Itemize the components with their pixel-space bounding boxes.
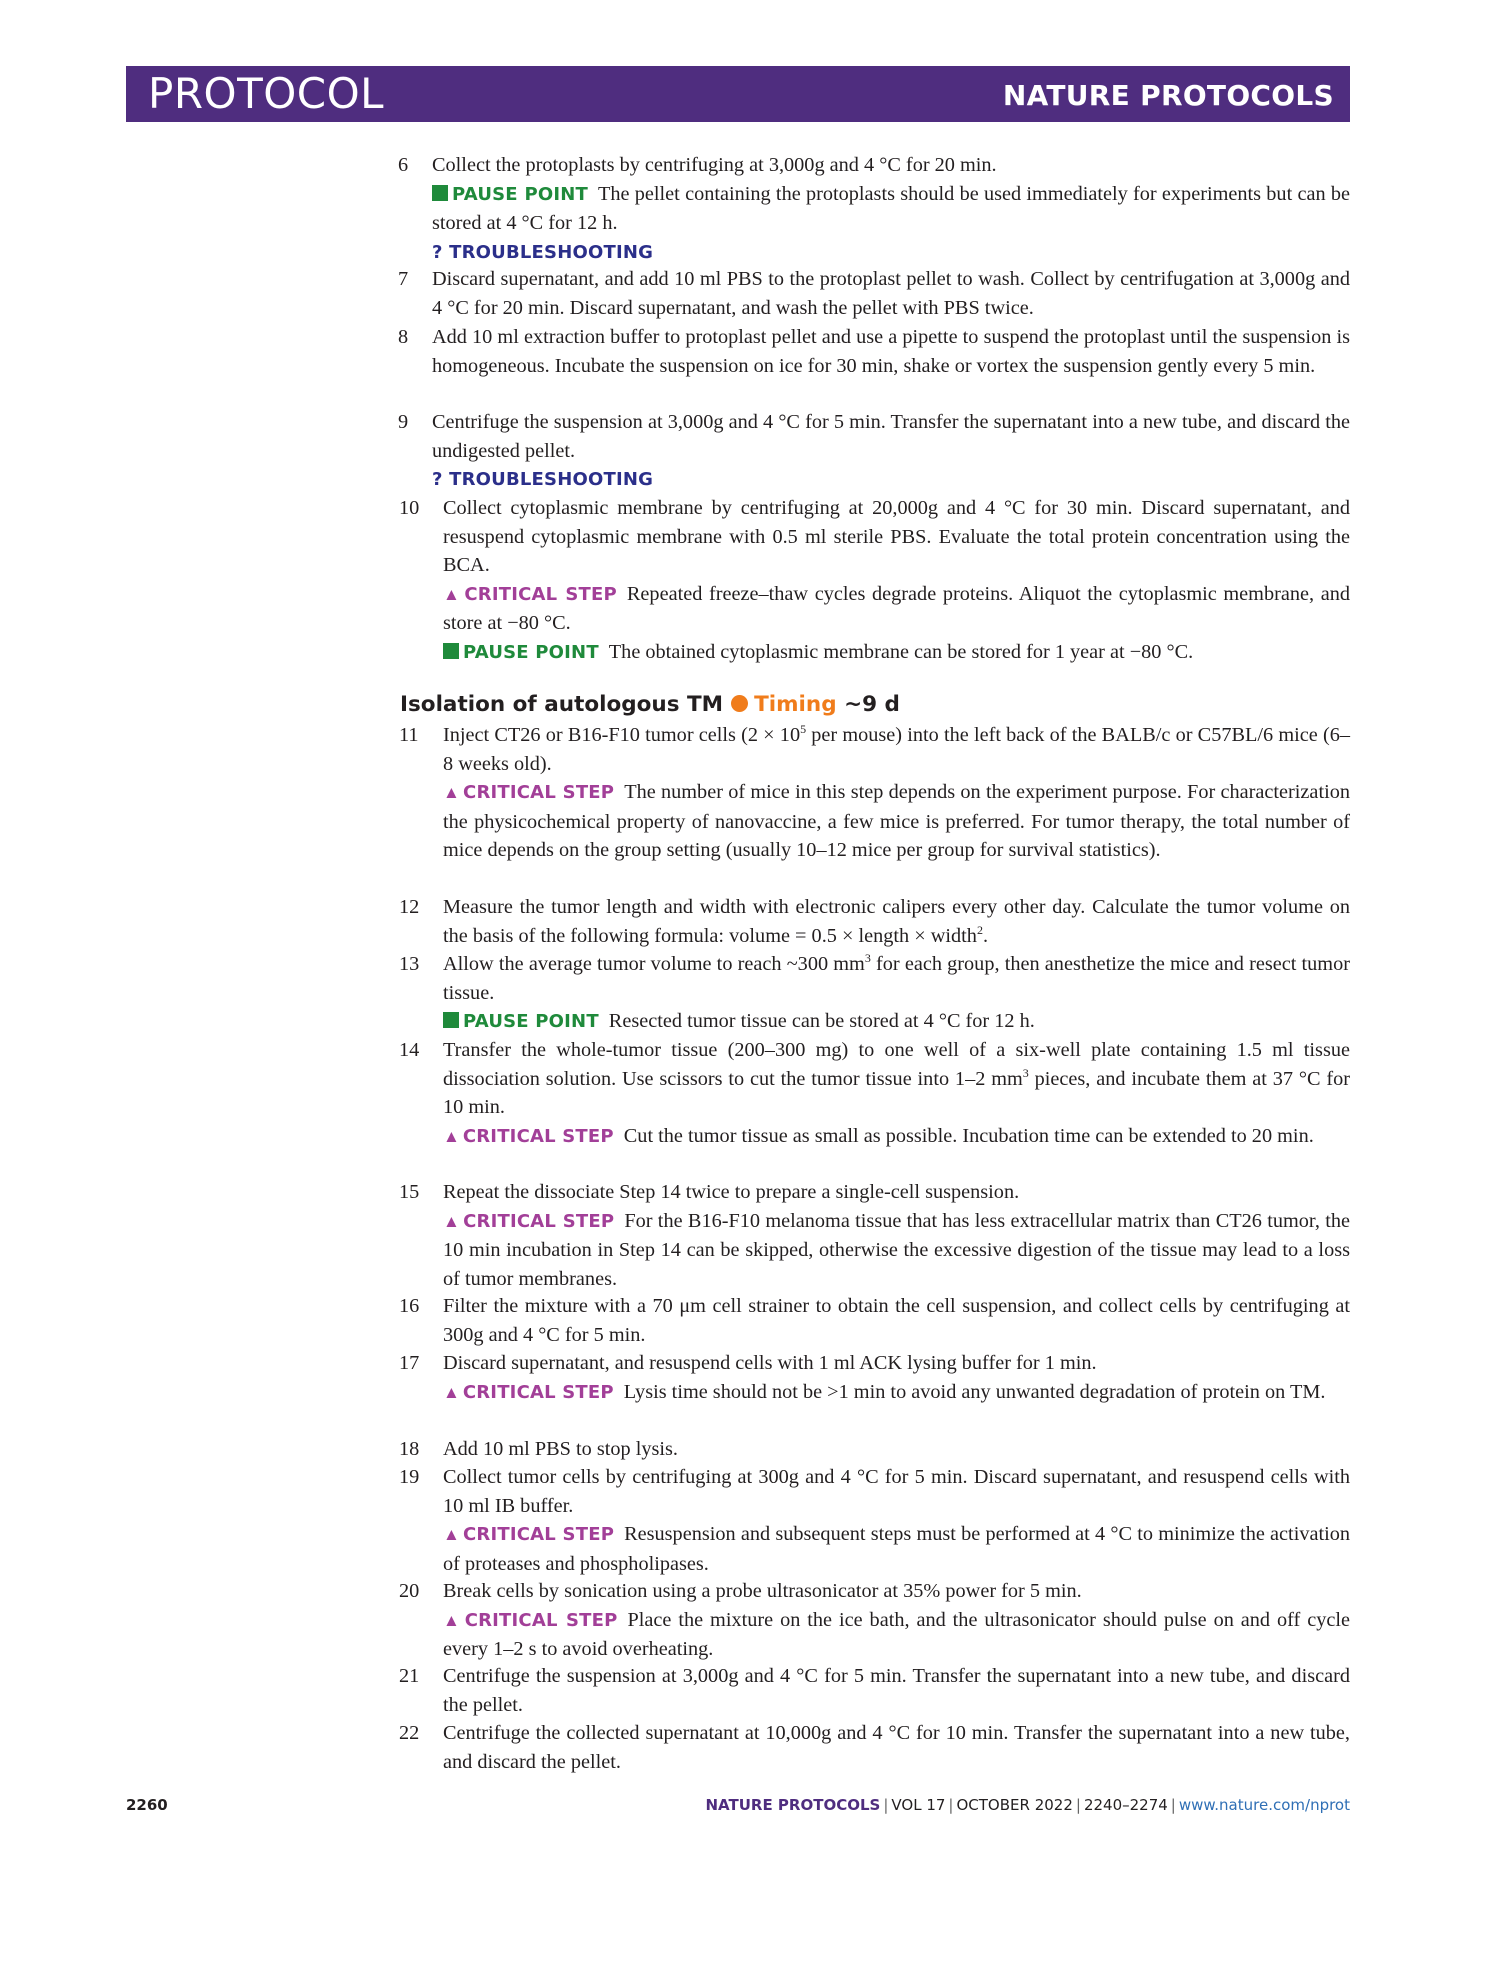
troubleshooting-label[interactable]: ? TROUBLESHOOTING <box>432 469 654 491</box>
step-6 <box>398 151 1350 267</box>
timing-value: ~9 d <box>844 692 900 717</box>
step-10 <box>399 494 1350 668</box>
step-text: Repeat the dissociate Step 14 twice to prepare a single-cell suspension. <box>443 1181 1020 1203</box>
step-16 <box>399 1292 1350 1349</box>
warning-triangle-icon: ▲ <box>443 1211 461 1231</box>
step-number: 22 <box>399 1722 420 1744</box>
step-14 <box>399 1036 1351 1151</box>
step-text: Discard supernatant, and resuspend cells with 1 ml ACK lysing buffer for 1 min. <box>443 1352 1097 1374</box>
note-text: The pellet containing the protoplasts should be used immediately for experiments but can be stored at 4 °C for 12 h. <box>432 182 1350 235</box>
step-number: 14 <box>399 1039 420 1061</box>
step-9 <box>398 408 1350 495</box>
note-text: Lysis time should not be >1 min to avoid any unwanted degradation of protein on TM. <box>623 1380 1326 1403</box>
pause-point-note <box>443 638 1350 668</box>
timing-label: Timing <box>754 692 837 717</box>
critical-step-label: CRITICAL STEP <box>462 1125 614 1147</box>
page-header <box>126 66 1350 122</box>
note-text: Cut the tumor tissue as small as possible. Incubation time can be extended to 20 min. <box>623 1124 1314 1147</box>
pause-point-label: PAUSE POINT <box>463 641 599 663</box>
step-number: 15 <box>399 1181 420 1203</box>
troubleshooting-link[interactable] <box>432 238 1350 268</box>
warning-triangle-icon: ▲ <box>443 584 462 604</box>
step-text: Add 10 ml PBS to stop lysis. <box>443 1438 678 1460</box>
step-text: Filter the mixture with a 70 μm cell strainer to obtain the cell suspension, and collect cells by centrifuging at 300g and 4 °C for 5 min. <box>443 1295 1350 1346</box>
pause-square-icon <box>443 1012 459 1028</box>
pause-point-note <box>432 180 1350 238</box>
troubleshooting-link[interactable] <box>432 465 1350 495</box>
troubleshooting-label[interactable]: ? TROUBLESHOOTING <box>432 241 654 263</box>
step-text: Centrifuge the suspension at 3,000g and 4 °C for 5 min. Transfer the supernatant into a new tube, and discard the undigested pellet. <box>432 411 1350 462</box>
superscript: 3 <box>1022 1065 1029 1080</box>
step-number: 20 <box>399 1580 420 1602</box>
step-text-b: per mouse) into the left back of the BALB/c or C57BL/6 mice (6–8 weeks old). <box>443 724 1350 775</box>
step-text: Centrifuge the suspension at 3,000g and 4 °C for 5 min. Transfer the supernatant into a new tube, and discard the pellet. <box>443 1665 1350 1716</box>
warning-triangle-icon: ▲ <box>443 1525 460 1545</box>
superscript: 5 <box>800 722 807 737</box>
step-text-a: Transfer the whole-tumor tissue (200–300 mg) to one well of a six-well plate containing 1.5 ml tissue dissociation solution. Use scissors to cut the tumor tissue into 1–2 mm <box>443 1039 1350 1090</box>
note-text: The obtained cytoplasmic membrane can be stored for 1 year at −80 °C. <box>608 640 1194 663</box>
section-title: Isolation of autologous TM <box>400 692 724 717</box>
critical-step-label: CRITICAL STEP <box>464 583 617 605</box>
step-number: 18 <box>399 1438 420 1460</box>
step-number: 8 <box>398 326 409 348</box>
warning-triangle-icon: ▲ <box>443 1382 460 1402</box>
page-number: 2260 <box>126 1796 168 1814</box>
step-22 <box>399 1719 1350 1776</box>
journal-name: NATURE PROTOCOLS <box>1002 79 1334 112</box>
step-18 <box>399 1435 1350 1464</box>
step-text-a: Inject CT26 or B16-F10 tumor cells (2 × 10 <box>443 724 801 746</box>
step-number: 21 <box>399 1665 420 1687</box>
critical-step-note <box>443 778 1350 865</box>
step-text: Add 10 ml extraction buffer to protoplast pellet and use a pipette to suspend the protoplast until the suspension is homogeneous. Incubate the suspension on ice for 30 min, shake or vortex the suspension gently every 5 min. <box>432 326 1350 377</box>
step-number: 19 <box>399 1466 420 1488</box>
critical-step-note <box>443 1378 1350 1408</box>
note-text: Repeated freeze–thaw cycles degrade proteins. Aliquot the cytoplasmic membrane, and store at −80 °C. <box>443 582 1350 635</box>
step-number: 6 <box>398 154 409 176</box>
step-15 <box>399 1178 1351 1293</box>
note-text: For the B16-F10 melanoma tissue that has less extracellular matrix than CT26 tumor, the 10 min incubation in Step 14 can be skipped, otherwise the excessive digestion of the tissue may lead to a loss of tumor membranes. <box>443 1209 1351 1290</box>
step-number: 10 <box>399 497 420 519</box>
step-number: 9 <box>398 411 409 433</box>
critical-step-note <box>443 1207 1350 1294</box>
footer-volume: VOL 17 <box>891 1796 946 1814</box>
step-8 <box>398 323 1350 380</box>
step-number: 12 <box>399 896 420 918</box>
footer-date: OCTOBER 2022 <box>956 1796 1073 1814</box>
step-text: Collect tumor cells by centrifuging at 300g and 4 °C for 5 min. Discard supernatant, and resuspend cells with 10 ml IB buffer. <box>443 1466 1350 1517</box>
superscript: 3 <box>864 951 871 966</box>
step-text: Collect the protoplasts by centrifuging at 3,000g and 4 °C for 20 min. <box>432 154 997 176</box>
step-12 <box>399 893 1350 950</box>
step-number: 13 <box>399 953 420 975</box>
step-number: 17 <box>399 1352 420 1374</box>
warning-triangle-icon: ▲ <box>443 1610 462 1630</box>
critical-step-label: CRITICAL STEP <box>463 782 615 804</box>
step-13 <box>399 950 1350 1037</box>
warning-triangle-icon: ▲ <box>443 783 461 803</box>
critical-step-label: CRITICAL STEP <box>462 1524 615 1546</box>
step-text-b: . <box>982 924 989 947</box>
note-text: Place the mixture on the ice bath, and the ultrasonicator should pulse on and off cycle every 1–2 s to avoid overheating. <box>443 1608 1350 1661</box>
step-19 <box>399 1463 1351 1578</box>
warning-triangle-icon: ▲ <box>443 1126 460 1146</box>
step-text-b: for each group, then anesthetize the mice and resect tumor tissue. <box>443 953 1350 1004</box>
citation: NATURE PROTOCOLS | VOL 17 | OCTOBER 2022 | 2240–2274 | www.nature.com/nprot <box>705 1796 1350 1814</box>
superscript: 2 <box>976 922 983 937</box>
step-text-b: pieces, and incubate them at 37 °C for 10 min. <box>443 1067 1351 1119</box>
step-number: 7 <box>398 268 409 290</box>
step-number: 16 <box>399 1295 420 1317</box>
step-20 <box>399 1577 1350 1664</box>
step-17 <box>399 1349 1350 1407</box>
section-label: PROTOCOL <box>148 69 385 118</box>
step-text: Centrifuge the collected supernatant at 10,000g and 4 °C for 10 min. Transfer the supernatant into a new tube, and discard the pellet. <box>443 1722 1350 1773</box>
step-7 <box>398 265 1350 322</box>
section-heading <box>400 691 900 719</box>
step-text: Break cells by sonication using a probe ultrasonicator at 35% power for 5 min. <box>443 1580 1082 1602</box>
journal-url-link[interactable]: www.nature.com/nprot <box>1178 1796 1350 1814</box>
timing-dot-icon <box>731 695 748 712</box>
step-text: Collect cytoplasmic membrane by centrifuging at 20,000g and 4 °C for 30 min. Discard supernatant, and resuspend cytoplasmic membrane with 0.5 ml sterile PBS. Evaluate the total protein concentration using the BCA. <box>443 497 1350 577</box>
critical-step-label: CRITICAL STEP <box>462 1381 614 1403</box>
pause-point-note <box>443 1007 1350 1037</box>
critical-step-label: CRITICAL STEP <box>463 1210 615 1232</box>
note-text: Resected tumor tissue can be stored at 4 °C for 12 h. <box>608 1010 1035 1033</box>
critical-step-label: CRITICAL STEP <box>464 1609 618 1631</box>
step-text: Discard supernatant, and add 10 ml PBS to the protoplast pellet to wash. Collect by centrifugation at 3,000g and 4 °C for 20 min. Discard supernatant, and wash the pellet with PBS twice. <box>432 268 1350 319</box>
footer-journal: NATURE PROTOCOLS <box>705 1796 881 1814</box>
critical-step-note <box>443 1520 1350 1578</box>
step-number: 11 <box>399 724 419 746</box>
critical-step-note <box>443 580 1350 638</box>
pause-square-icon <box>432 185 448 201</box>
critical-step-note <box>443 1606 1350 1664</box>
step-21 <box>399 1662 1350 1719</box>
step-text-a: Measure the tumor length and width with electronic calipers every other day. Calculate the tumor volume on the basis of the following formula: volume = 0.5 × length × width <box>443 896 1350 947</box>
critical-step-note <box>443 1122 1350 1152</box>
footer-pages: 2240–2274 <box>1083 1796 1168 1814</box>
pause-point-label: PAUSE POINT <box>452 183 588 205</box>
step-11 <box>399 721 1350 865</box>
note-text: Resuspension and subsequent steps must be performed at 4 °C to minimize the activation of proteases and phospholipases. <box>443 1523 1351 1575</box>
step-text-a: Allow the average tumor volume to reach ~300 mm <box>443 953 865 975</box>
note-text: The number of mice in this step depends on the experiment purpose. For characterization the physicochemical property of nanovaccine, a few mice is preferred. For tumor therapy, the total number of mice depends on the group setting (usually 10–12 mice per group for survival statistics). <box>443 781 1350 862</box>
pause-point-label: PAUSE POINT <box>463 1011 599 1033</box>
page-footer <box>126 1796 1350 1820</box>
pause-square-icon <box>443 643 459 659</box>
